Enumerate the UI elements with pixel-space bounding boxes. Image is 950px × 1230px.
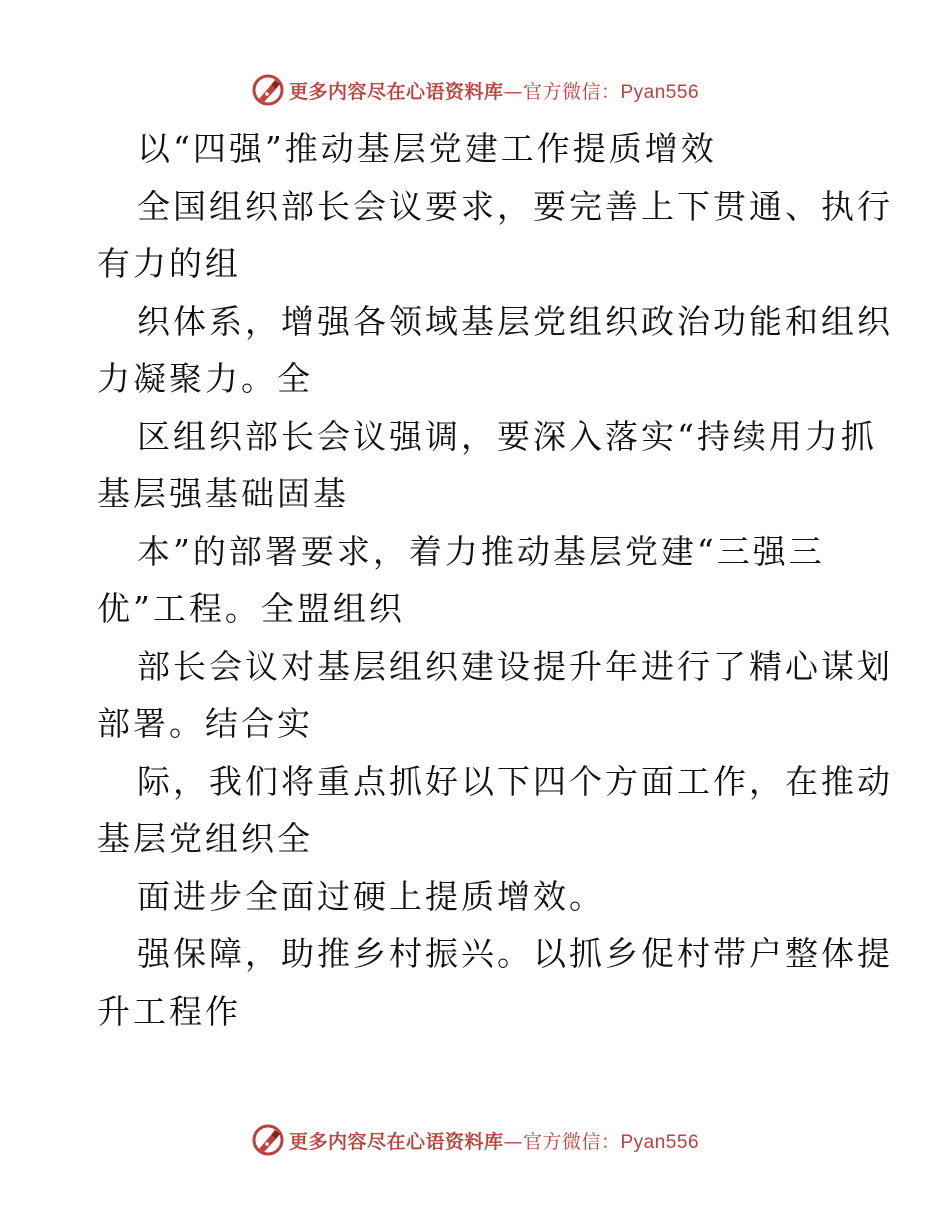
footer-handle: Pyan556 — [620, 1131, 700, 1153]
document-body — [97, 120, 893, 1040]
paragraph-line: 本”的部署要求，着力推动基层党建“三强三 — [137, 531, 825, 571]
footer-watermark-banner — [0, 1120, 950, 1160]
footer-contact: 官方微信： — [522, 1130, 621, 1153]
header-separator: — — [503, 80, 523, 103]
paragraph-line: 部署。结合实 — [97, 704, 313, 743]
header-contact: 官方微信： — [522, 80, 621, 103]
header-brand: 更多内容尽在心语资料库 — [288, 80, 504, 103]
paragraph-line: 际，我们将重点抓好以下四个方面工作，在推动 — [137, 761, 893, 801]
header-watermark-banner — [0, 70, 950, 110]
pen-logo-icon — [251, 1123, 285, 1157]
paragraph-line: 部长会议对基层组织建设提升年进行了精心谋划 — [137, 646, 893, 686]
paragraph-line: 升工程作 — [97, 991, 241, 1031]
paragraph-line: 基层党组织全 — [97, 819, 313, 858]
header-handle: Pyan556 — [620, 81, 700, 103]
footer-brand: 更多内容尽在心语资料库 — [288, 1130, 504, 1153]
paragraph-line: 全国组织部长会议要求，要完善上下贯通、执行 — [137, 186, 893, 226]
pen-logo-icon — [251, 73, 285, 107]
paragraph-line: 区组织部长会议强调，要深入落实“持续用力抓 — [137, 416, 877, 456]
paragraph-line: 强保障，助推乡村振兴。以抓乡促村带户整体提 — [137, 934, 893, 973]
paragraph-line: 有力的组 — [97, 244, 241, 283]
footer-banner-text — [289, 1127, 699, 1154]
paragraph-line: 基层强基础固基 — [97, 474, 349, 513]
document-title: 以“四强”推动基层党建工作提质增效 — [137, 129, 717, 168]
paragraph-line: 织体系，增强各领域基层党组织政治功能和组织 — [137, 301, 893, 341]
paragraph-line: 优”工程。全盟组织 — [97, 589, 405, 628]
paragraph-line: 面进步全面过硬上提质增效。 — [137, 876, 605, 916]
footer-separator: — — [503, 1130, 523, 1153]
header-banner-text — [289, 77, 699, 104]
paragraph-line: 力凝聚力。全 — [97, 359, 313, 398]
